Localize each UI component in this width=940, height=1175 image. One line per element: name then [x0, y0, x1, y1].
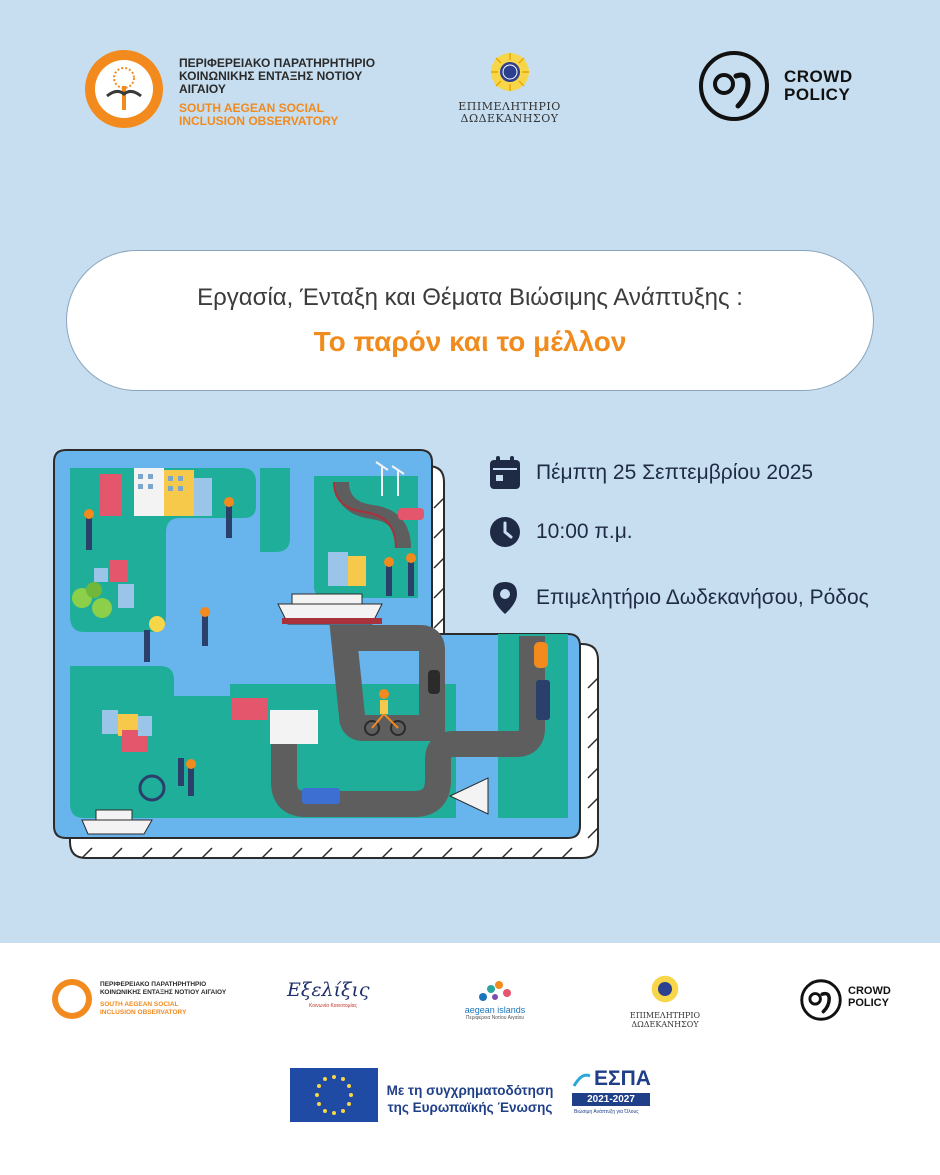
footer-saso-emblem-icon	[52, 979, 92, 1019]
location-pin-icon	[488, 581, 522, 615]
event-time	[488, 512, 633, 552]
title-banner	[66, 250, 874, 391]
aegean-islands-logo	[455, 979, 535, 1035]
chamber-title-2: ΔΩΔΕΚΑΝΗΣΟΥ	[460, 112, 559, 125]
event-date	[488, 453, 813, 493]
eu-cofunding-text	[380, 1082, 560, 1116]
eu-text-line1: Με τη συγχρηματοδότηση	[386, 1083, 554, 1098]
footer-crowd-policy-logo	[800, 979, 900, 1035]
exelixis-tagline: Κοινωνία Καινοτομίας	[309, 1003, 357, 1009]
calendar-icon	[488, 456, 522, 490]
footer-saso-logo	[52, 979, 232, 1035]
event-subtitle: Το παρόν και το μέλλον	[313, 326, 627, 357]
event-title: Εργασία, Ένταξη και Θέματα Βιώσιμης Ανάπτυξης :	[197, 284, 743, 311]
espa-tagline: Βιώσιμη Ανάπτυξη για Όλους	[574, 1109, 639, 1115]
event-time-text: 10:00 π.μ.	[536, 520, 633, 543]
saso-title-en-1: SOUTH AEGEAN SOCIAL	[179, 101, 324, 115]
chamber-sun-icon	[490, 52, 530, 92]
crowd-policy-icon	[698, 50, 770, 122]
sponsors-footer	[0, 943, 940, 1175]
chamber-title-1: ΕΠΙΜΕΛΗΤΗΡΙΟ	[458, 100, 561, 113]
event-date-text: Πέμπτη 25 Σεπτεμβρίου 2025	[536, 461, 814, 484]
crowd-word: CROWD	[784, 67, 853, 86]
footer-policy-word: POLICY	[848, 997, 889, 1009]
espa-name: ΕΣΠΑ	[594, 1067, 651, 1090]
saso-emblem-icon	[85, 50, 163, 128]
espa-swoosh-icon	[572, 1070, 592, 1090]
saso-title-gr-1: ΠΕΡΙΦΕΡΕΙΑΚΟ ΠΑΡΑΤΗΡΗΤΗΡΙΟ	[179, 56, 376, 70]
footer-saso-gr-2: ΚΟΙΝΩΝΙΚΗΣ ΕΝΤΑΞΗΣ ΝΟΤΙΟΥ ΑΙΓΑΙΟΥ	[100, 988, 227, 996]
footer-saso-gr-1: ΠΕΡΙΦΕΡΕΙΑΚΟ ΠΑΡΑΤΗΡΗΤΗΡΙΟ	[100, 981, 207, 988]
footer-crowd-policy-icon	[800, 979, 842, 1021]
aegean-tagline: Περιφέρεια Νοτίου Αιγαίου	[465, 1015, 525, 1021]
exelixis-logo	[287, 979, 370, 1035]
exelixis-name: Εξελίξις	[287, 979, 370, 1001]
crowd-policy-logo	[698, 50, 868, 128]
footer-crowd-word: CROWD	[848, 985, 891, 997]
city-map-illustration	[52, 448, 602, 860]
aegean-mosaic-icon	[475, 979, 515, 1003]
saso-logo	[85, 50, 405, 130]
aegean-name: aegean islands	[464, 1005, 526, 1015]
chamber-logo	[452, 52, 567, 127]
event-location	[488, 578, 869, 618]
espa-period: 2021-2027	[572, 1093, 650, 1106]
espa-logo	[572, 1068, 652, 1122]
saso-title-en-2: INCLUSION OBSERVATORY	[179, 114, 339, 128]
saso-title-gr-2: ΚΟΙΝΩΝΙΚΗΣ ΕΝΤΑΞΗΣ ΝΟΤΙΟΥ ΑΙΓΑΙΟΥ	[179, 69, 363, 96]
event-location-text: Επιμελητήριο Δωδεκανήσου, Ρόδος	[536, 586, 869, 609]
footer-saso-en-2: INCLUSION OBSERVATORY	[100, 1008, 187, 1016]
footer-chamber-sun-icon	[651, 975, 679, 1003]
policy-word: POLICY	[784, 85, 851, 104]
eu-text-line2: της Ευρωπαϊκής Ένωσης	[387, 1100, 553, 1115]
footer-chamber-2: ΔΩΔΕΚΑΝΗΣΟΥ	[631, 1020, 699, 1029]
eu-flag-icon	[290, 1068, 378, 1122]
footer-saso-en-1: SOUTH AEGEAN SOCIAL	[100, 1001, 179, 1008]
clock-icon	[488, 515, 522, 549]
footer-chamber-1: ΕΠΙΜΕΛΗΤΗΡΙΟ	[629, 1011, 701, 1020]
footer-chamber-logo	[625, 975, 705, 1031]
